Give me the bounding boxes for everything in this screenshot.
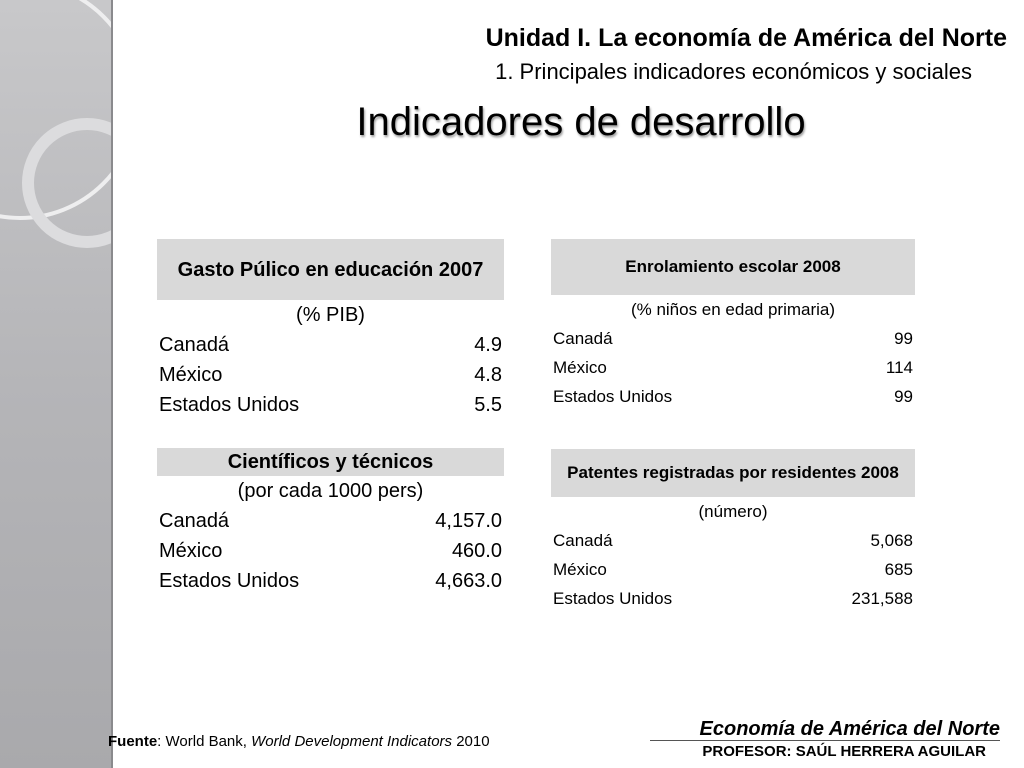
table-row bbox=[157, 360, 504, 390]
table-patentes bbox=[551, 449, 915, 613]
country-cell: Estados Unidos bbox=[159, 393, 300, 416]
country-cell: Canadá bbox=[159, 333, 230, 356]
source-text: : World Bank, bbox=[157, 733, 252, 750]
value-cell: 231,588 bbox=[851, 588, 913, 608]
table-header: Científicos y técnicos bbox=[157, 448, 504, 476]
table-row bbox=[551, 584, 915, 613]
value-cell: 5.5 bbox=[474, 393, 502, 416]
value-cell: 114 bbox=[885, 357, 913, 377]
footer-professor: PROFESOR: SAÚL HERRERA AGUILAR bbox=[702, 743, 986, 760]
table-header: Gasto Púlico en educación 2007 bbox=[157, 239, 504, 300]
value-cell: 685 bbox=[884, 559, 913, 579]
table-enrolamiento bbox=[551, 239, 915, 411]
unit-subtitle: 1. Principales indicadores económicos y sociales bbox=[495, 59, 972, 84]
table-unit: (número) bbox=[698, 501, 768, 521]
country-cell: Estados Unidos bbox=[553, 588, 673, 608]
value-cell: 460.0 bbox=[451, 539, 502, 562]
country-cell: México bbox=[159, 363, 223, 386]
slide-title: Indicadores de desarrollo bbox=[356, 100, 806, 144]
table-row bbox=[157, 390, 504, 420]
country-cell: Canadá bbox=[553, 530, 613, 550]
value-cell: 4.9 bbox=[474, 333, 502, 356]
table-gasto-educacion bbox=[157, 239, 504, 420]
country-cell: Canadá bbox=[553, 328, 613, 348]
value-cell: 99 bbox=[894, 328, 913, 348]
value-cell: 4,663.0 bbox=[435, 569, 502, 592]
value-cell: 99 bbox=[894, 386, 913, 406]
table-unit: (% PIB) bbox=[296, 303, 365, 326]
table-row bbox=[551, 324, 915, 353]
table-row bbox=[157, 330, 504, 360]
table-header: Enrolamiento escolar 2008 bbox=[551, 239, 915, 295]
value-cell: 4.8 bbox=[474, 363, 502, 386]
table-unit: (% niños en edad primaria) bbox=[630, 299, 836, 319]
country-cell: México bbox=[159, 539, 223, 562]
footer-divider bbox=[650, 740, 1000, 741]
source-note bbox=[108, 733, 490, 750]
table-row bbox=[157, 536, 504, 566]
country-cell: México bbox=[553, 357, 607, 377]
source-publication: World Development Indicators bbox=[251, 733, 453, 750]
table-row bbox=[157, 506, 504, 536]
table-unit: (por cada 1000 pers) bbox=[237, 479, 424, 502]
table-header: Patentes registradas por residentes 2008 bbox=[551, 449, 915, 497]
table-cientificos bbox=[157, 448, 504, 596]
unit-title: Unidad I. La economía de América del Norte bbox=[485, 24, 1007, 52]
country-cell: México bbox=[553, 559, 607, 579]
table-row bbox=[157, 566, 504, 596]
source-year: 2010 bbox=[452, 733, 490, 750]
country-cell: Estados Unidos bbox=[553, 386, 673, 406]
table-row bbox=[551, 526, 915, 555]
country-cell: Canadá bbox=[159, 509, 230, 532]
country-cell: Estados Unidos bbox=[159, 569, 300, 592]
value-cell: 5,068 bbox=[870, 530, 913, 550]
footer-course: Economía de América del Norte bbox=[699, 718, 1000, 740]
value-cell: 4,157.0 bbox=[435, 509, 502, 532]
table-row bbox=[551, 353, 915, 382]
table-row bbox=[551, 555, 915, 584]
source-label: Fuente bbox=[108, 733, 158, 750]
table-row bbox=[551, 382, 915, 411]
